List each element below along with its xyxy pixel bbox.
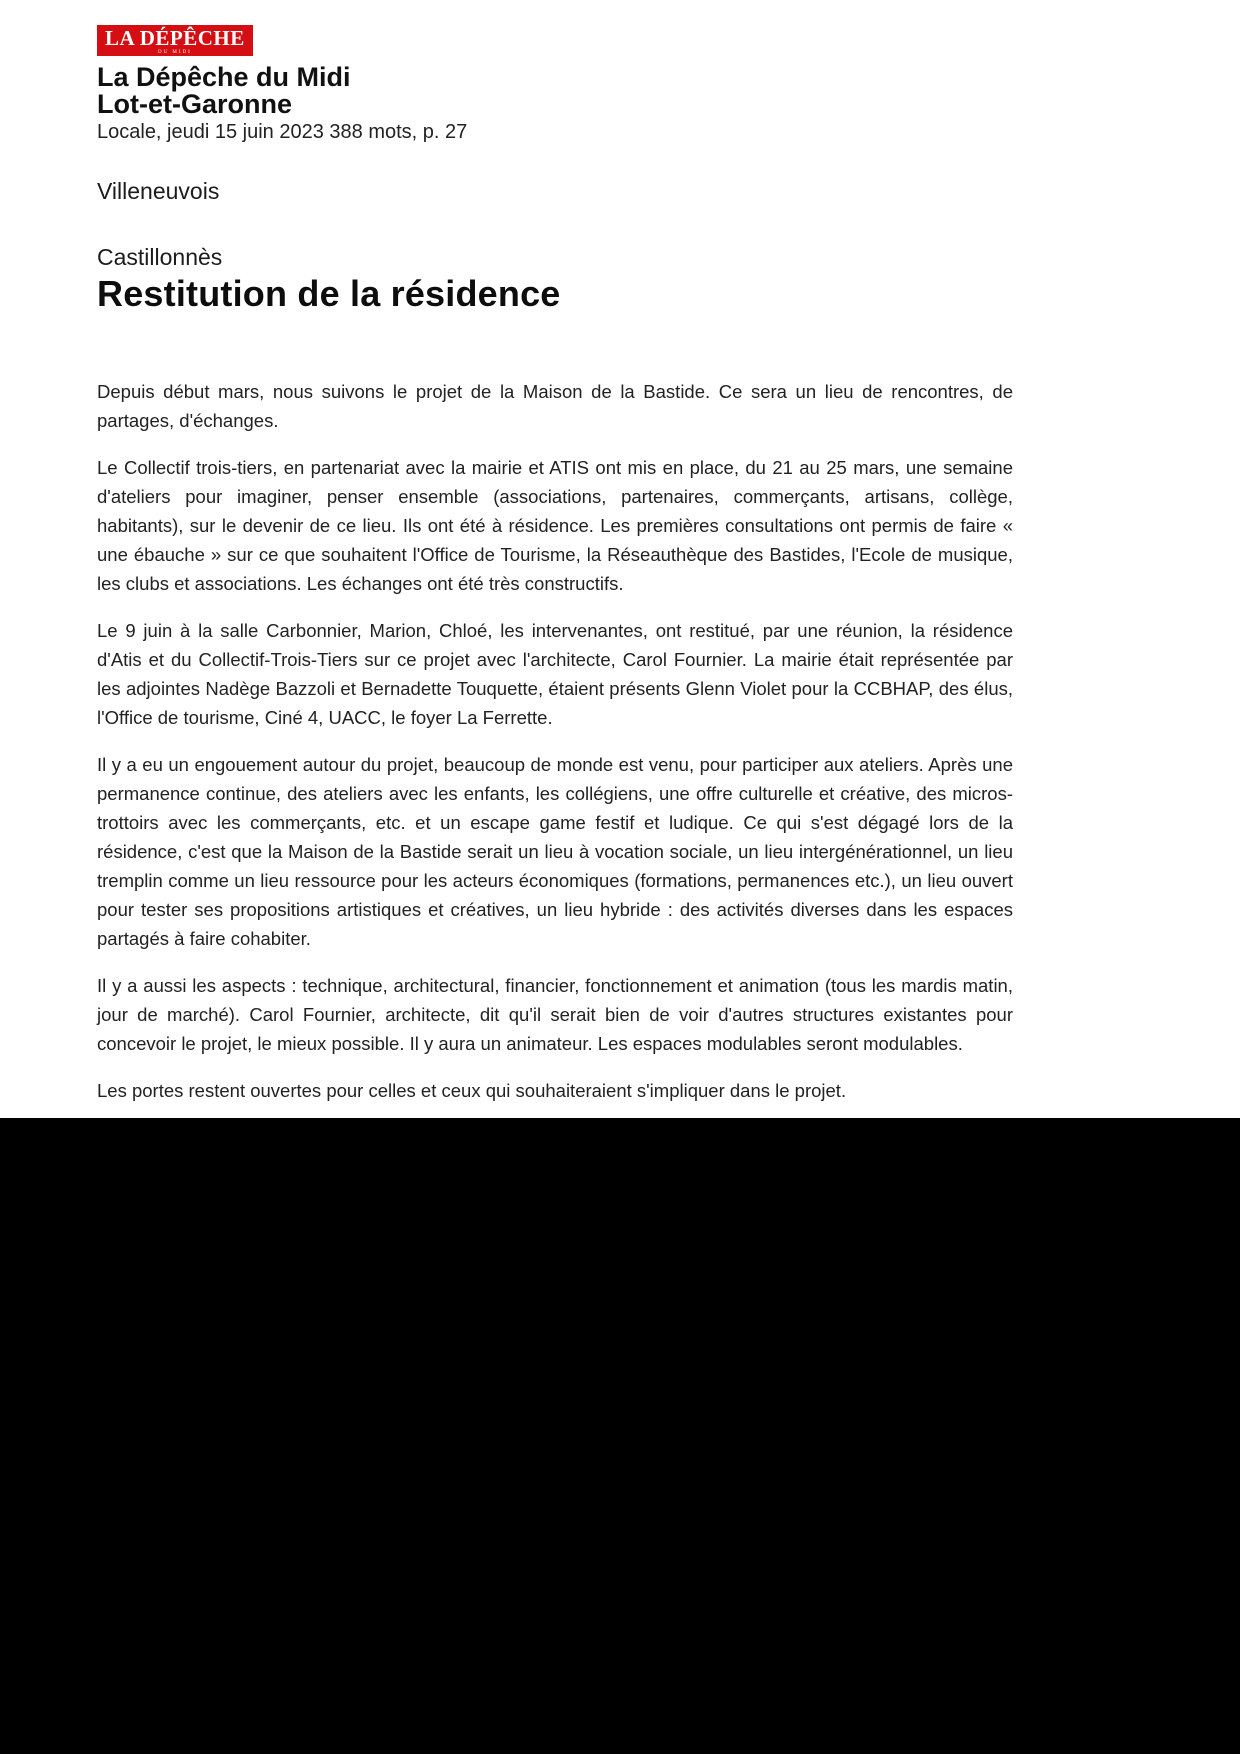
publication-logo-text: LA DÉPÊCHE [105,26,245,50]
article-section: Villeneuvois [97,178,220,204]
publication-logo [97,25,253,56]
publication-name: La Dépêche du Midi [97,62,351,92]
publication-edition: Lot-et-Garonne [97,89,292,119]
article-paragraph: Le 9 juin à la salle Carbonnier, Marion, Chloé, les intervenantes, ont restitué, par une réunion, la résidence d'Atis et du Collectif-Trois-Tiers sur ce projet avec l'architecte, Carol Fournier. La mairie était représentée par les adjointes Nadège Bazzoli et Bernadette Touquette, étaient présents Glenn Violet pour la CCBHAP, des élus, l'Office de tourisme, Ciné 4, UACC, le foyer La Ferrette. [97,620,1013,728]
redacted-photo-block [0,1118,1240,1754]
article-paragraph: Depuis début mars, nous suivons le projet de la Maison de la Bastide. Ce sera un lieu de rencontres, de partages, d'échanges. [97,381,1013,431]
article-paragraph: Le Collectif trois-tiers, en partenariat avec la mairie et ATIS ont mis en place, du 21 au 25 mars, une semaine d'ateliers pour imaginer, penser ensemble (associations, partenaires, commerçants, artisans, collège, habitants), sur le devenir de ce lieu. Ils ont été à résidence. Les premières consultations ont permis de faire « une ébauche » sur ce que souhaitent l'Office de Tourisme, la Réseauthèque des Bastides, l'Ecole de musique, les clubs et associations. Les échanges ont été très constructifs. [97,457,1013,594]
publication-meta: Locale, jeudi 15 juin 2023 388 mots, p. 27 [97,121,468,143]
publication-logo-tagline: DU MIDI [157,50,192,55]
article-title: Restitution de la résidence [97,273,561,314]
article-body [97,377,1013,1230]
article-location: Castillonnès [97,244,223,270]
article-paragraph: Il y a eu un engouement autour du projet, beaucoup de monde est venu, pour participer aux ateliers. Après une permanence continue, des ateliers avec les enfants, les collégiens, une offre culturelle et créative, des micros-trottoirs avec les commerçants, etc. et un escape game festif et ludique. Ce qui s'est dégagé lors de la résidence, c'est que la Maison de la Bastide serait un lieu à vocation sociale, un lieu intergénérationnel, un lieu tremplin comme un lieu ressource pour les acteurs économiques (formations, permanences etc.), un lieu ouvert pour tester ses propositions artistiques et créatives, un lieu hybride : des activités diverses dans les espaces partagés à faire cohabiter. [97,754,1013,949]
article-paragraph: Il y a aussi les aspects : technique, architectural, financier, fonctionnement et animation (tous les mardis matin, jour de marché). Carol Fournier, architecte, dit qu'il serait bien de voir d'autres structures existantes pour concevoir le projet, le mieux possible. Il y aura un animateur. Les espaces modulables seront modulables. [97,975,1013,1054]
article-paragraph: Les portes restent ouvertes pour celles et ceux qui souhaiteraient s'impliquer dans le projet. [97,1080,847,1101]
